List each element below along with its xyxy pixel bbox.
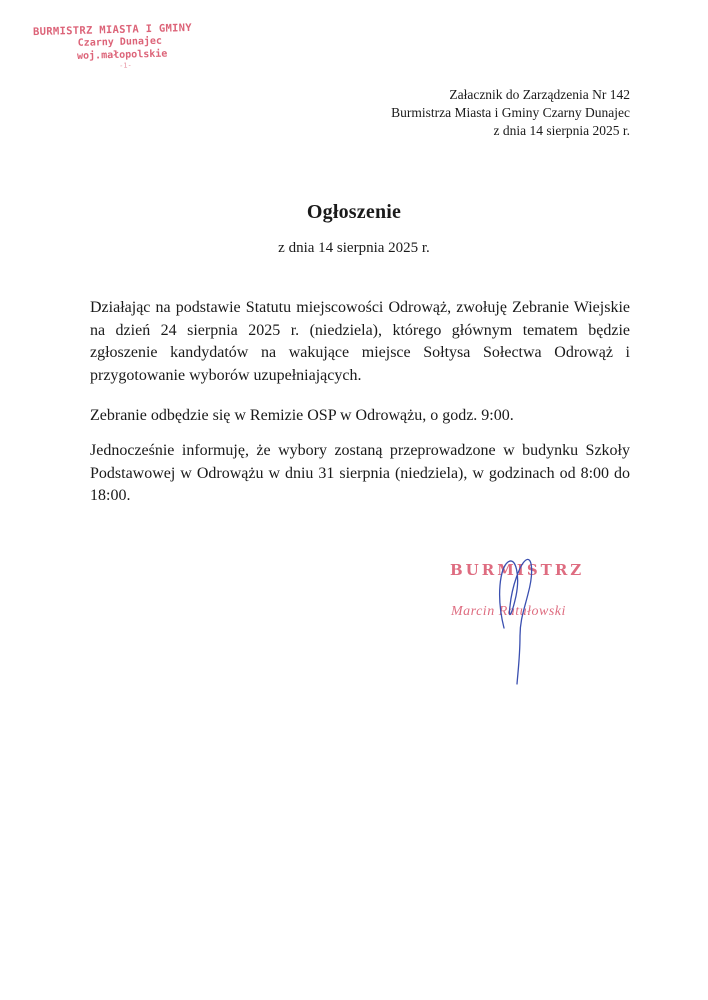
handwritten-signature-icon (490, 556, 540, 686)
document-date: z dnia 14 sierpnia 2025 r. (278, 240, 430, 256)
paragraph-location: Zebranie odbędzie się w Remizie OSP w Odrowążu, o godz. 9:00. (90, 407, 514, 424)
signature-name: Marcin Ratułowski (451, 604, 566, 619)
stamp-town: Czarny Dunajec (77, 35, 163, 49)
stamp-number: -1- (119, 61, 132, 70)
document-title: Ogłoszenie (306, 201, 402, 223)
signature-title: BURMISTRZ (450, 561, 585, 579)
attachment-header (391, 86, 630, 140)
attachment-line-3: z dnia 14 sierpnia 2025 r. (493, 123, 630, 138)
stamp-voivodeship: woj.małopolskie (76, 48, 168, 62)
attachment-line-2: Burmistrza Miasta i Gminy Czarny Dunajec (391, 105, 630, 120)
stamp-office-name: BURMISTRZ MIASTA I GMINY (32, 21, 193, 39)
signature-stamp (450, 560, 630, 620)
paragraph-meeting: Działając na podstawie Statutu miejscowości Odrowąż, zwołuję Zebranie Wiejskie na dzień 24 sierpnia 2025 r. (niedziela), którego głównym tematem będzie zgłoszenie kandydatów na wakujące miejsce Sołtysa Sołectwa Odrowąż i przygotowanie wyborów uzupełniających. (90, 299, 630, 384)
attachment-line-1: Załacznik do Zarządzenia Nr 142 (449, 87, 630, 102)
paragraph-elections: Jednocześnie informuję, że wybory zostaną przeprowadzone w budynku Szkoły Podstawowej w Odrowążu w dniu 31 sierpnia (niedziela), w godzinach od 8:00 do 18:00. (90, 442, 630, 504)
office-stamp (27, 22, 198, 73)
